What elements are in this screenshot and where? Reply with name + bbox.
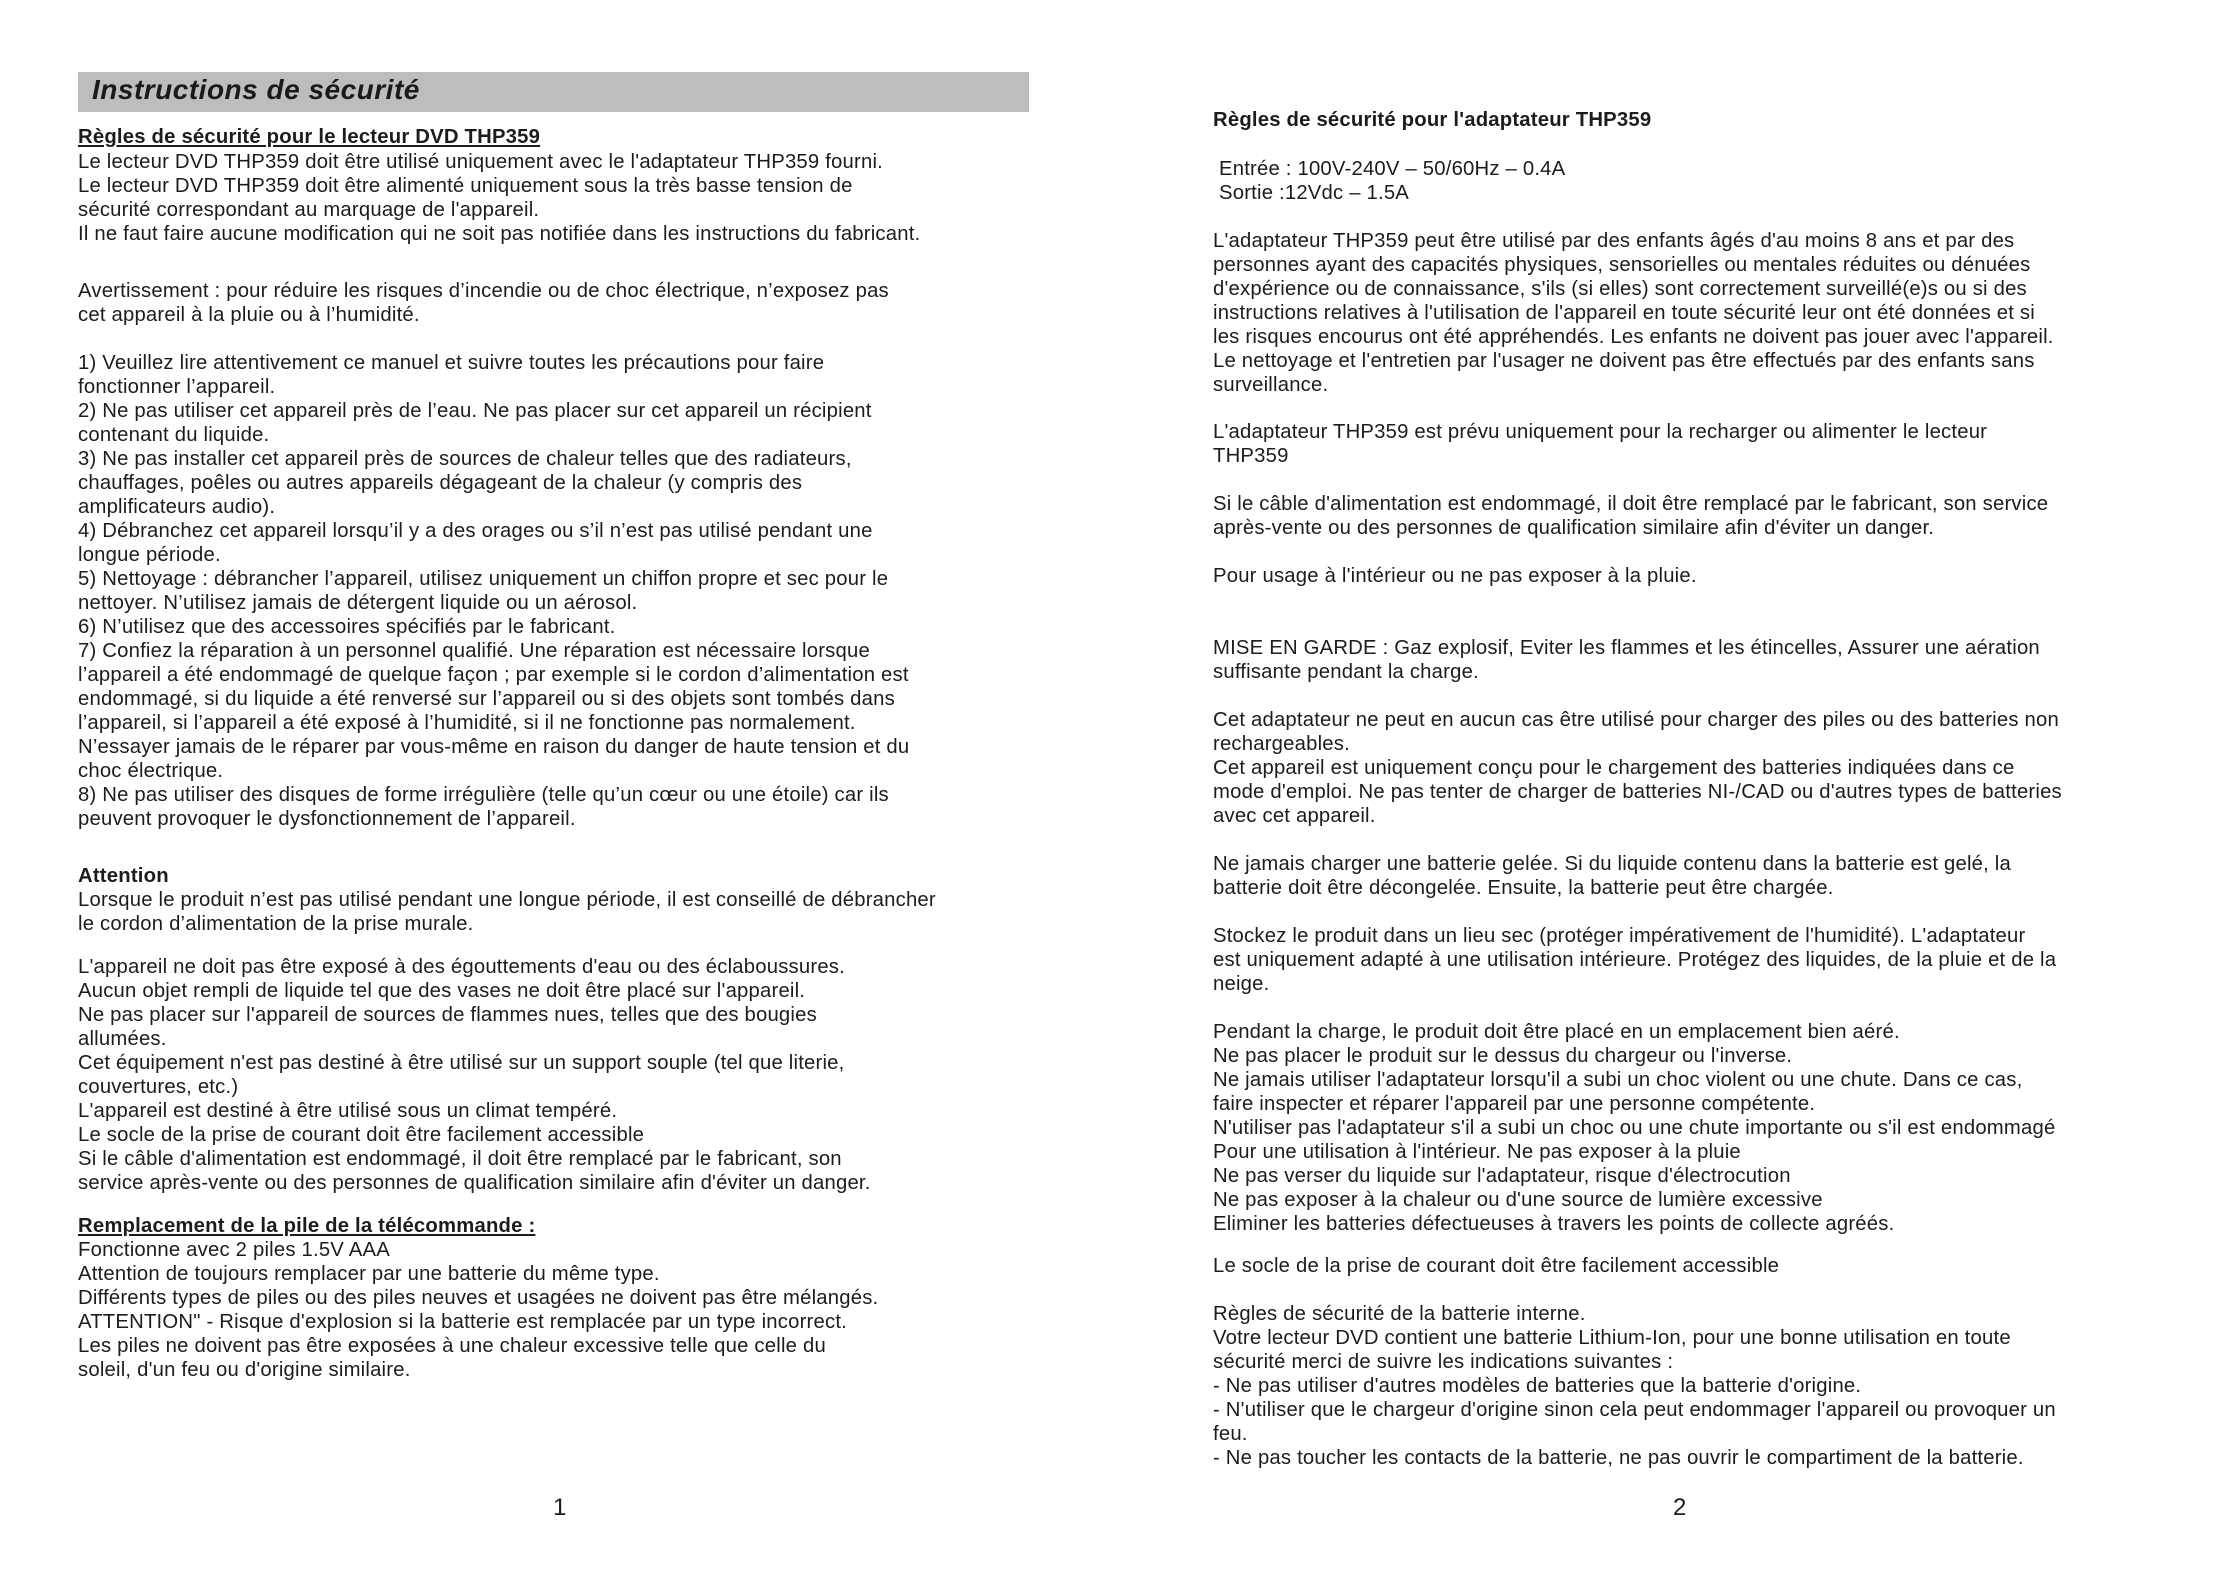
nonrechargeable-paragraph xyxy=(1213,708,2062,828)
text-line: L'appareil est destiné à être utilisé sous un climat tempéré. xyxy=(78,1100,618,1122)
text-line: d'expérience ou de connaissance, s'ils (si elles) sont correctement surveillé(e)s ou si des xyxy=(1213,278,2027,300)
text-line: surveillance. xyxy=(1213,374,1329,396)
text-line: Ne jamais charger une batterie gelée. Si du liquide contenu dans la batterie est gelé, la xyxy=(1213,853,2011,875)
text-line: ATTENTION" - Risque d'explosion si la batterie est remplacée par un type incorrect. xyxy=(78,1311,847,1333)
attention-section xyxy=(78,864,936,936)
text-line: Si le câble d'alimentation est endommagé, il doit être remplacé par le fabricant, son service xyxy=(1213,493,2049,515)
text-line: Ne pas verser du liquide sur l'adaptateur, risque d'électrocution xyxy=(1213,1165,1791,1187)
text-line: THP359 xyxy=(1213,445,1289,467)
text-line: 1) Veuillez lire attentivement ce manuel et suivre toutes les précautions pour faire xyxy=(78,352,825,374)
text-line: les risques encourus ont été appréhendés. Les enfants ne doivent pas jouer avec l'appareil. xyxy=(1213,326,2054,348)
text-line: 8) Ne pas utiliser des disques de forme irrégulière (telle qu’un cœur ou une étoile) car ils xyxy=(78,784,889,806)
children-paragraph xyxy=(1213,229,2054,397)
text-line: L'adaptateur THP359 est prévu uniquement pour la recharger ou alimenter le lecteur xyxy=(1213,421,1988,443)
storage-paragraph xyxy=(1213,924,2056,996)
indoor-paragraph xyxy=(1213,564,1697,588)
text-line: Le lecteur DVD THP359 doit être alimenté uniquement sous la très basse tension de xyxy=(78,175,853,197)
text-line: chauffages, poêles ou autres appareils dégageant de la chaleur (y compris des xyxy=(78,472,803,494)
remote-battery-section xyxy=(78,1214,878,1382)
warning-paragraph xyxy=(78,279,889,327)
text-line: Différents types de piles ou des piles neuves et usagées ne doivent pas être mélangés. xyxy=(78,1287,879,1309)
text-line: 4) Débranchez cet appareil lorsqu’il y a des orages ou s’il n’est pas utilisé pendant une xyxy=(78,520,873,542)
text-line: - N'utiliser que le chargeur d'origine sinon cela peut endommager l'appareil ou provoquer un xyxy=(1213,1399,2056,1421)
text-line: Le lecteur DVD THP359 doit être utilisé uniquement avec le l'adaptateur THP359 fourni. xyxy=(78,151,883,173)
text-line: Le socle de la prise de courant doit être facilement accessible xyxy=(78,1124,645,1146)
text-line: choc électrique. xyxy=(78,760,224,782)
text-line: l’appareil a été endommagé de quelque façon ; par exemple si le cordon d’alimentation est xyxy=(78,664,909,686)
cable-paragraph xyxy=(1213,492,2048,540)
text-line: - Ne pas toucher les contacts de la batterie, ne pas ouvrir le compartiment de la batterie. xyxy=(1213,1447,2024,1469)
text-line: Si le câble d'alimentation est endommagé, il doit être remplacé par le fabricant, son xyxy=(78,1148,842,1170)
text-line: Avertissement : pour réduire les risques d’incendie ou de choc électrique, n’exposez pas xyxy=(78,280,889,302)
section-title: Instructions de sécurité xyxy=(92,74,420,105)
text-line: 3) Ne pas installer cet appareil près de sources de chaleur telles que des radiateurs, xyxy=(78,448,852,470)
text-line: Les piles ne doivent pas être exposées à une chaleur excessive telle que celle du xyxy=(78,1335,826,1357)
text-line: 7) Confiez la réparation à un personnel qualifié. Une réparation est nécessaire lorsque xyxy=(78,640,870,662)
text-line: Cet adaptateur ne peut en aucun cas être utilisé pour charger des piles ou des batteries non xyxy=(1213,709,2059,731)
text-line: N’essayer jamais de le réparer par vous-même en raison du danger de haute tension et du xyxy=(78,736,910,758)
text-line: Pour une utilisation à l'intérieur. Ne pas exposer à la pluie xyxy=(1213,1141,1741,1163)
text-line: Ne pas exposer à la chaleur ou d'une source de lumière excessive xyxy=(1213,1189,1823,1211)
text-line: Votre lecteur DVD contient une batterie Lithium-Ion, pour une bonne utilisation en toute xyxy=(1213,1327,2011,1349)
socket-paragraph xyxy=(1213,1254,1779,1278)
text-line: 5) Nettoyage : débrancher l’appareil, utilisez uniquement un chiffon propre et sec pour le xyxy=(78,568,889,590)
text-line: Aucun objet rempli de liquide tel que des vases ne doit être placé sur l'appareil. xyxy=(78,980,806,1002)
text-line: le cordon d’alimentation de la prise murale. xyxy=(78,913,474,935)
internal-battery-paragraph xyxy=(1213,1302,2056,1470)
text-line: avec cet appareil. xyxy=(1213,805,1376,827)
text-line: Pour usage à l'intérieur ou ne pas exposer à la pluie. xyxy=(1213,565,1697,587)
dvd-rules-heading: Règles de sécurité pour le lecteur DVD THP359 xyxy=(78,126,541,148)
text-line: longue période. xyxy=(78,544,221,566)
text-line: contenant du liquide. xyxy=(78,424,270,446)
text-line: couvertures, etc.) xyxy=(78,1076,239,1098)
text-line: - Ne pas utiliser d'autres modèles de batteries que la batterie d'origine. xyxy=(1213,1375,1862,1397)
numbered-instructions xyxy=(78,351,909,831)
text-line: allumées. xyxy=(78,1028,167,1050)
page-number-right: 2 xyxy=(1673,1494,1687,1521)
attention-heading: Attention xyxy=(78,865,169,887)
text-line: est uniquement adapté à une utilisation intérieure. Protégez des liquides, de la pluie et de la xyxy=(1213,949,2057,971)
text-line: Ne pas placer sur l'appareil de sources de flammes nues, telles que des bougies xyxy=(78,1004,817,1026)
text-line: Il ne faut faire aucune modification qui ne soit pas notifiée dans les instructions du fabricant. xyxy=(78,223,921,245)
text-line: Sortie :12Vdc – 1.5A xyxy=(1219,182,1410,204)
text-line: L'adaptateur THP359 peut être utilisé par des enfants âgés d'au moins 8 ans et par des xyxy=(1213,230,2015,252)
text-line: feu. xyxy=(1213,1423,1248,1445)
text-line: Pendant la charge, le produit doit être placé en un emplacement bien aéré. xyxy=(1213,1021,1900,1043)
page-number-left: 1 xyxy=(553,1494,567,1521)
text-line: amplificateurs audio). xyxy=(78,496,276,518)
text-line: service après-vente ou des personnes de qualification similaire afin d'éviter un danger. xyxy=(78,1172,871,1194)
text-line: endommagé, si du liquide a été renversé sur l’appareil ou si des objets sont tombés dans xyxy=(78,688,895,710)
text-line: neige. xyxy=(1213,973,1270,995)
text-line: mode d'emploi. Ne pas tenter de charger de batteries NI-/CAD ou d'autres types de batteries xyxy=(1213,781,2062,803)
text-line: Cet équipement n'est pas destiné à être utilisé sur un support souple (tel que literie, xyxy=(78,1052,845,1074)
text-line: Lorsque le produit n’est pas utilisé pendant une longue période, il est conseillé de débrancher xyxy=(78,889,936,911)
text-line: après-vente ou des personnes de qualification similaire afin d'éviter un danger. xyxy=(1213,517,1935,539)
remote-heading: Remplacement de la pile de la télécommande : xyxy=(78,1215,536,1237)
text-line: Ne pas placer le produit sur le dessus du chargeur ou l'inverse. xyxy=(1213,1045,1793,1067)
text-line: fonctionner l’appareil. xyxy=(78,376,276,398)
caution-paragraph xyxy=(1213,636,2040,684)
text-line: instructions relatives à l'utilisation de l'appareil en toute sécurité leur ont été données et si xyxy=(1213,302,2035,324)
text-line: Fonctionne avec 2 piles 1.5V AAA xyxy=(78,1239,390,1261)
text-line: Eliminer les batteries défectueuses à travers les points de collecte agréés. xyxy=(1213,1213,1895,1235)
text-line: personnes ayant des capacités physiques, sensorielles ou mentales réduites ou dénuées xyxy=(1213,254,2031,276)
text-line: rechargeables. xyxy=(1213,733,1350,755)
dvd-rules-paragraph xyxy=(78,150,920,246)
text-line: 2) Ne pas utiliser cet appareil près de l’eau. Ne pas placer sur cet appareil un récipient xyxy=(78,400,872,422)
text-line: Entrée : 100V-240V – 50/60Hz – 0.4A xyxy=(1219,158,1566,180)
text-line: l’appareil, si l’appareil a été exposé à l’humidité, si il ne fonctionne pas normalement. xyxy=(78,712,856,734)
text-line: Règles de sécurité de la batterie interne. xyxy=(1213,1303,1586,1325)
appliance-paragraph xyxy=(78,955,871,1195)
text-line: sécurité merci de suivre les indications suivantes : xyxy=(1213,1351,1674,1373)
text-line: Attention de toujours remplacer par une batterie du même type. xyxy=(78,1263,660,1285)
text-line: peuvent provoquer le dysfonctionnement de l’appareil. xyxy=(78,808,576,830)
adapter-rules-heading: Règles de sécurité pour l'adaptateur THP359 xyxy=(1213,109,1652,131)
adapter-specs xyxy=(1219,157,1565,205)
text-line: batterie doit être décongelée. Ensuite, la batterie peut être chargée. xyxy=(1213,877,1834,899)
text-line: L'appareil ne doit pas être exposé à des égouttements d'eau ou des éclaboussures. xyxy=(78,956,845,978)
text-line: sécurité correspondant au marquage de l'appareil. xyxy=(78,199,540,221)
section-title-bar xyxy=(78,72,1029,112)
text-line: nettoyer. N’utilisez jamais de détergent liquide ou un aérosol. xyxy=(78,592,638,614)
text-line: soleil, d'un feu ou d'origine similaire. xyxy=(78,1359,411,1381)
text-line: 6) N’utilisez que des accessoires spécifiés par le fabricant. xyxy=(78,616,616,638)
text-line: Stockez le produit dans un lieu sec (protéger impérativement de l'humidité). L'adaptateur xyxy=(1213,925,2026,947)
text-line: N'utiliser pas l'adaptateur s'il a subi un choc ou une chute importante ou s'il est endommagé xyxy=(1213,1117,2056,1139)
frozen-battery-paragraph xyxy=(1213,852,2011,900)
text-line: Ne jamais utiliser l'adaptateur lorsqu'il a subi un choc violent ou une chute. Dans ce cas, xyxy=(1213,1069,2023,1091)
text-line: Le nettoyage et l'entretien par l'usager ne doivent pas être effectués par des enfants sans xyxy=(1213,350,2035,372)
text-line: MISE EN GARDE : Gaz explosif, Eviter les flammes et les étincelles, Assurer une aération xyxy=(1213,637,2040,659)
text-line: Le socle de la prise de courant doit être facilement accessible xyxy=(1213,1255,1780,1277)
text-line: Cet appareil est uniquement conçu pour le chargement des batteries indiquées dans ce xyxy=(1213,757,2015,779)
text-line: faire inspecter et réparer l'appareil par une personne compétente. xyxy=(1213,1093,1816,1115)
purpose-paragraph xyxy=(1213,420,1987,468)
text-line: suffisante pendant la charge. xyxy=(1213,661,1479,683)
text-line: cet appareil à la pluie ou à l’humidité. xyxy=(78,304,420,326)
charging-paragraph xyxy=(1213,1020,2055,1236)
